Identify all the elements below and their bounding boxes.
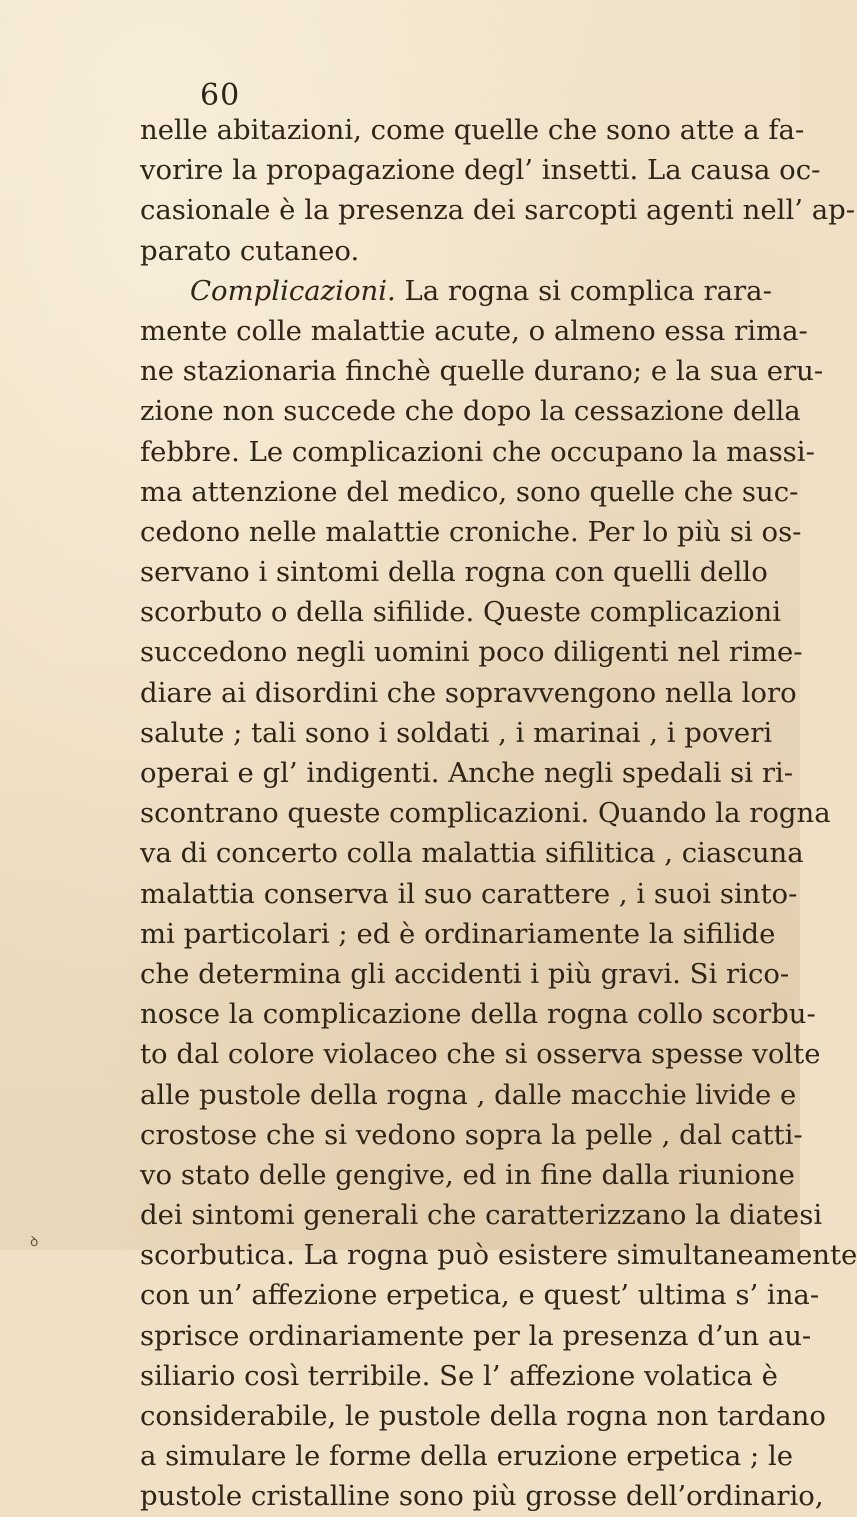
text-line: che determina gli accidenti i più gravi. Si rico- <box>140 957 790 990</box>
text-line: cedono nelle malattie croniche. Per lo più si os- <box>140 515 802 548</box>
text-line: mente colle malattie acute, o almeno essa rima- <box>140 314 808 347</box>
text-line: siliario così terribile. Se l’ affezione volatica è <box>140 1359 778 1392</box>
text-line: pustole cristalline sono più grosse dell’ordinario, <box>140 1480 824 1513</box>
text-line: scorbutica. La rogna può esistere simultaneamente <box>140 1239 857 1272</box>
text-line: nelle abitazioni, come quelle che sono atte a fa- <box>140 114 805 146</box>
text-line: ne stazionaria finchè quelle durano; e la sua eru- <box>140 355 824 388</box>
text-line: scontrano queste complicazioni. Quando la rogna <box>140 797 831 830</box>
section-heading: Complicazioni. <box>190 274 396 307</box>
text-line: zione non succede che dopo la cessazione della <box>140 395 801 428</box>
body-text <box>140 110 857 1517</box>
text-line: va di concerto colla malattia sifilitica , ciascuna <box>140 837 804 870</box>
page-number: 60 <box>200 78 241 113</box>
text-line: nosce la complicazione della rogna collo scorbu- <box>140 998 816 1031</box>
text-line: alle pustole della rogna , dalle macchie livide e <box>140 1078 797 1111</box>
section-heading-rest: La rogna si complica rara- <box>404 274 772 307</box>
text-line: malattia conserva il suo carattere , i suoi sinto- <box>140 877 798 910</box>
text-line: salute ; tali sono i soldati , i marinai , i poveri <box>140 716 773 749</box>
text-line: a simulare le forme della eruzione erpetica ; le <box>140 1440 794 1473</box>
text-line: febbre. Le complicazioni che occupano la massi- <box>140 435 815 468</box>
text-line: to dal colore violaceo che si osserva spesse volte <box>140 1038 821 1071</box>
text-line: crostose che si vedono sopra la pelle , dal catti- <box>140 1118 803 1151</box>
text-line: dei sintomi generali che caratterizzano la diatesi <box>140 1199 823 1232</box>
text-line: operai e gl’ indigenti. Anche negli spedali si ri- <box>140 757 794 789</box>
text-line: vo stato delle gengive, ed in fine dalla riunione <box>140 1158 795 1191</box>
text-line: mi particolari ; ed è ordinariamente la sifilide <box>140 917 776 950</box>
text-line: vorire la propagazione degl’ insetti. La causa oc- <box>140 154 821 187</box>
text-line: diare ai disordini che sopravvengono nella loro <box>140 676 797 709</box>
text-line: con un’ affezione erpetica, e quest’ ultima s’ ina- <box>140 1279 820 1312</box>
text-line: succedono negli uomini poco diligenti nel rime- <box>140 636 803 669</box>
text-line: considerabile, le pustole della rogna non tardano <box>140 1400 826 1432</box>
corner-mark: ꝺ <box>30 1234 39 1250</box>
text-line: sprisce ordinariamente per la presenza d’un au- <box>140 1319 812 1352</box>
text-line: ma attenzione del medico, sono quelle che suc- <box>140 475 799 508</box>
text-line: servano i sintomi della rogna con quelli dello <box>140 556 768 589</box>
text-line: scorbuto o della sifilide. Queste complicazioni <box>140 596 782 629</box>
text-line: parato cutaneo. <box>140 234 360 267</box>
text-line: casionale è la presenza dei sarcopti agenti nell’ ap- <box>140 194 856 227</box>
section-heading-line <box>140 271 772 311</box>
